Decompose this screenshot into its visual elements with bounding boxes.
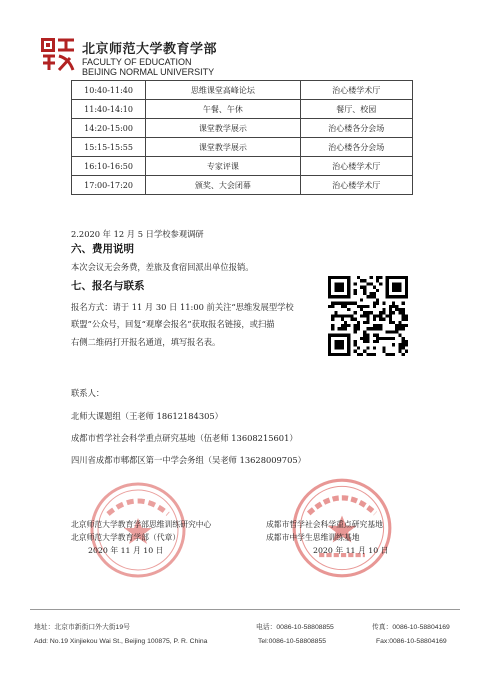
org-name-cn: 北京师范大学教育学部 [82,42,218,57]
schedule-row [72,157,413,176]
schedule-place: 治心楼学术厅 [300,81,412,100]
schedule-topic: 课堂教学展示 [146,138,301,157]
schedule-topic: 午餐、午休 [146,100,301,119]
signature-left-line1: 北京师范大学教育学部思维训练研究中心 [71,520,212,529]
schedule-row [72,176,413,195]
register-line-3: 右侧二维码打开报名通道，填写报名表。 [71,337,221,347]
contacts-title: 联系人： [71,388,105,398]
org-name-en-line1: FACULTY OF EDUCATION [82,57,192,67]
visit-line: 2.2020 年 12 月 5 日学校参观调研 [71,229,204,239]
footer-tel-en: Tel:0086-10-58808855 [258,638,327,645]
schedule-place: 治心楼学术厅 [300,176,412,195]
qr-code-icon[interactable] [328,276,408,356]
contact-item: 四川省成都市郫都区第一中学会务组（吴老师 13628009705） [71,455,306,465]
schedule-place: 治心楼各分会场 [300,138,412,157]
register-heading: 七、报名与联系 [71,280,145,292]
schedule-time: 10:40-11:40 [72,81,146,100]
signature-left-line2: 北京师范大学教育学部（代章） [71,533,181,542]
schedule-time: 17:00-17:20 [72,176,146,195]
contact-item: 北师大课题组（王老师 18612184305） [71,411,223,421]
register-line-1: 报名方式：请于 11 月 30 日 11:00 前关注“思维发展型学校 [71,302,294,312]
contact-item: 成都市哲学社会科学重点研究基地（伍老师 13608215601） [71,433,298,443]
signature-right-line1: 成都市哲学社会科学重点研究基地 [266,520,383,529]
schedule-time: 11:40-14:10 [72,100,146,119]
schedule-place: 餐厅、校园 [300,100,412,119]
schedule-topic: 思维课堂高峰论坛 [146,81,301,100]
schedule-time: 16:10-16:50 [72,157,146,176]
schedule-topic: 课堂教学展示 [146,119,301,138]
schedule-row [72,81,413,100]
schedule-place: 治心楼各分会场 [300,119,412,138]
schedule-topic: 颁奖、大会闭幕 [146,176,301,195]
schedule-topic: 专家评课 [146,157,301,176]
signature-right-date: 2020 年 11 月 10 日 [313,546,389,555]
footer-fax-cn: 传真：0086-10-58804169 [372,624,450,631]
org-name-en-line2: BEIJING NORMAL UNIVERSITY [82,67,215,77]
schedule-row [72,138,413,157]
bnu-logo-icon [40,36,76,72]
footer-divider [30,609,460,610]
register-line-2: 联盟”公众号，回复“观摩会报名”获取报名链接，或扫描 [71,319,275,329]
fee-text: 本次会议无会务费，差旅及食宿回派出单位报销。 [71,262,254,272]
schedule-time: 14:20-15:00 [72,119,146,138]
footer-address-en: Add: No.19 Xinjiekou Wai St., Beijing 100875, P. R. China [34,638,208,645]
schedule-place: 治心楼学术厅 [300,157,412,176]
schedule-table [71,80,413,195]
schedule-time: 15:15-15:55 [72,138,146,157]
schedule-row [72,100,413,119]
signature-left-date: 2020 年 11 月 10 日 [88,546,164,555]
fee-heading: 六、费用说明 [71,243,134,255]
footer-fax-en: Fax:0086-10-58804169 [376,638,447,645]
footer-tel-cn: 电话：0086-10-58808855 [256,624,334,631]
schedule-row [72,119,413,138]
official-seal-left-icon [88,480,188,580]
signature-right-line2: 成都市中学生思维训练基地 [266,533,360,542]
footer-address-cn: 地址：北京市新街口外大街19号 [34,624,130,631]
